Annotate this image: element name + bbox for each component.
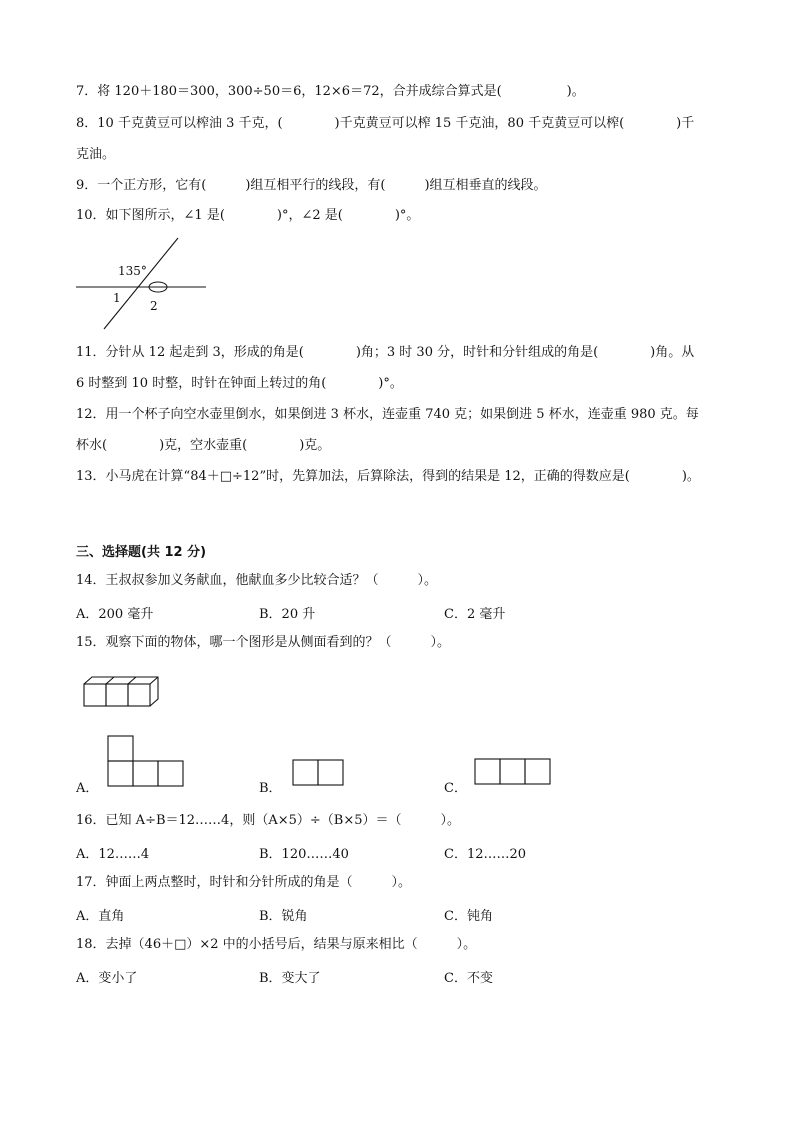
question-12-line-1: 12．用一个杯子向空水壶里倒水，如果倒进 3 杯水，连壶重 740 克；如果倒进 5 杯水，连壶重 980 克。每 [76,407,699,422]
q18-option-b: B．变大了 [259,971,321,986]
q16-option-a: A．12……4 [76,847,150,862]
angle-label-2: 2 [150,299,158,313]
q17-option-a: A．直角 [76,909,125,924]
angle-label-1: 1 [113,291,121,305]
question-14: 14．王叔叔参加义务献血，他献血多少比较合适？（ ）。 [76,573,438,588]
question-18: 18．去掉（46＋□）×2 中的小括号后，结果与原来相比（ ）。 [76,937,477,952]
q15-option-b-label: B． [259,781,282,796]
q15-option-a-label: A． [76,781,99,796]
cube-object-figure [82,674,162,710]
question-9: 9．一个正方形，它有( )组互相平行的线段，有( )组互相垂直的线段。 [76,178,547,193]
question-15: 15．观察下面的物体，哪一个图形是从侧面看到的？（ ）。 [76,635,451,650]
question-11-line-1: 11．分针从 12 起走到 3，形成的角是( )角；3 时 30 分，时针和分针组成的角是( )角。从 [76,345,695,360]
q18-option-c: C．不变 [444,971,493,986]
q14-option-c: C．2 毫升 [444,607,506,622]
question-13: 13．小马虎在计算“84＋□÷12”时，先算加法，后算除法，得到的结果是 12，正确的得数应是( )。 [76,469,700,484]
q15-option-b-shape [292,759,346,787]
question-17: 17．钟面上两点整时，时针和分针所成的角是（ ）。 [76,875,412,890]
question-16: 16．已知 A÷B＝12……4，则（A×5）÷（B×5）＝（ ）。 [76,813,460,828]
q15-option-a-shape [107,735,185,787]
q14-option-a: A．200 毫升 [76,607,154,622]
q15-option-c-shape [474,758,552,786]
question-8-line-1: 8．10 千克黄豆可以榨油 3 千克，( )千克黄豆可以榨 15 千克油，80 千克黄豆可以榨( )千 [76,116,695,131]
question-12-line-2: 杯水( )克，空水壶重( )克。 [76,438,331,453]
section-3-title: 三、选择题(共 12 分) [76,545,207,560]
q18-option-a: A．变小了 [76,971,138,986]
question-7: 7．将 120＋180＝300，300÷50＝6，12×6＝72，合并成综合算式是( )。 [76,84,585,99]
q17-option-c: C．钝角 [444,909,493,924]
question-8-line-2: 克油。 [76,147,116,162]
angle-figure [70,232,220,332]
transversal-line [104,238,178,329]
question-10: 10．如下图所示，∠1 是( )°，∠2 是( )°。 [76,208,420,223]
q16-option-b: B．120……40 [259,847,349,862]
q15-option-c-label: C． [444,781,467,796]
q17-option-b: B．锐角 [259,909,308,924]
q14-option-b: B．20 升 [259,607,316,622]
q16-option-c: C．12……20 [444,847,527,862]
question-11-line-2: 6 时整到 10 时整，时针在钟面上转过的角( )°。 [76,376,403,391]
angle-label-135: 135° [118,264,147,278]
